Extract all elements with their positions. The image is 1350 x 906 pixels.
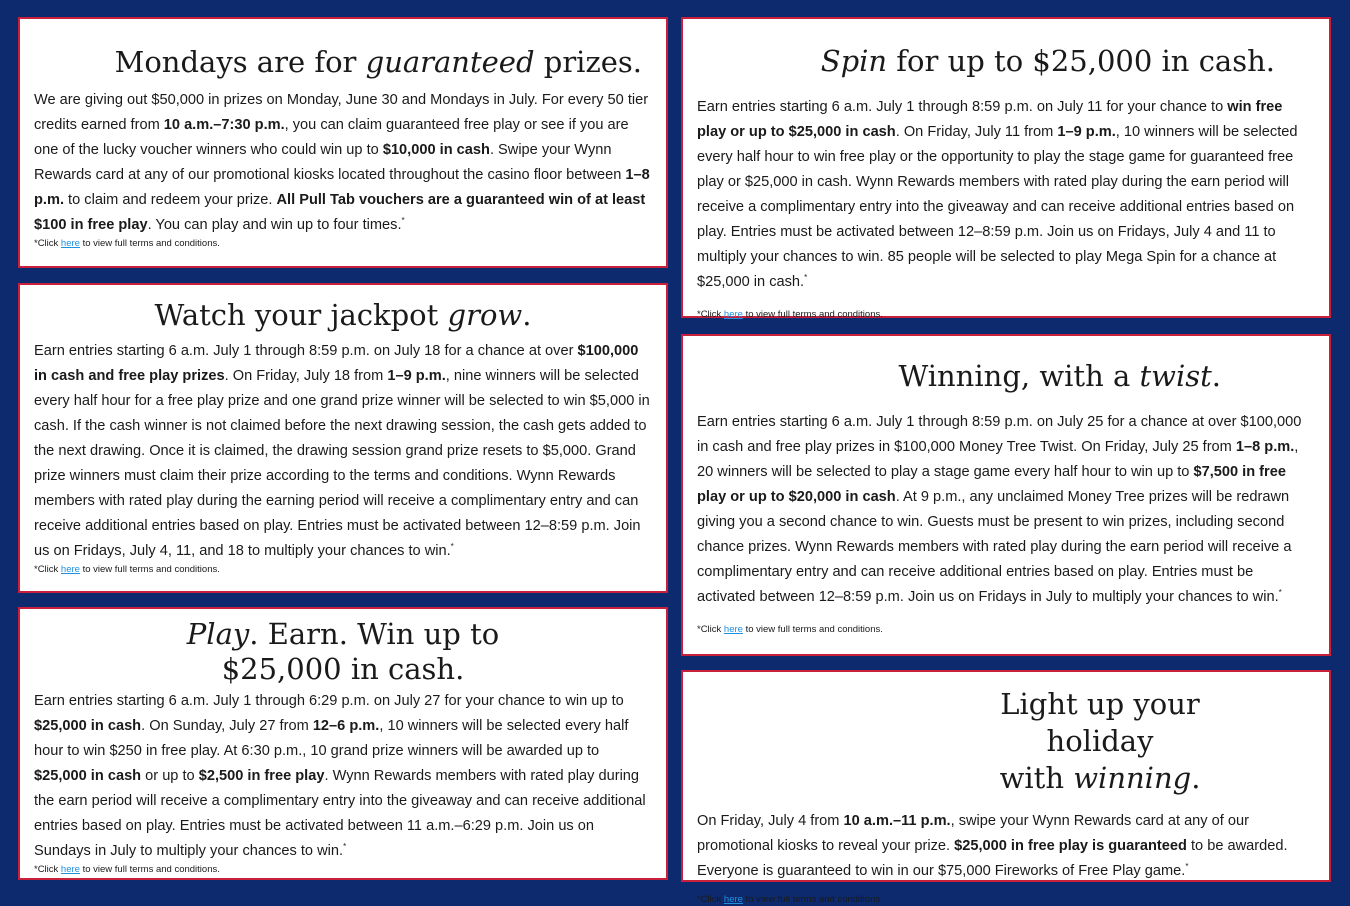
terms-link[interactable]: here [60, 564, 80, 575]
terms-link[interactable]: here [723, 309, 743, 320]
card-title: Watch your jackpot grow. [154, 298, 532, 332]
card-title: Light up your holiday with winning. [999, 687, 1201, 795]
terms-note: *Click here to view full terms and conditions. [34, 864, 220, 875]
terms-link[interactable]: here [60, 238, 80, 249]
terms-note: *Click here to view full terms and conditions. [697, 309, 883, 320]
card-body: Earn entries starting 6 a.m. July 1 through 8:59 p.m. on July 25 for a chance at over $100,000 in cash and free play prizes in $100,000 Money Tree Twist. On Friday, July 25 from 1–8 p.m., 20 winners will be selected to play a stage game every half hour to win up to $7,500 in free play or up to $20,000 in cash. At 9 p.m., any unclaimed Money Tree prizes will be redrawn giving you a second chance to win. Guests must be present to win prizes, including second chance prizes. Wynn Rewards members with rated play during the earn period will receive a complimentary entry and can receive additional entries based on play. Entries must be activated between 12–8:59 p.m. Join us on Fridays in July to multiply your chances to win.* [697, 414, 1302, 605]
card-play [18, 607, 668, 880]
terms-note: *Click here to view full terms and conditions. [697, 894, 883, 905]
card-title: Spin for up to $25,000 in cash. [820, 44, 1275, 78]
terms-link[interactable]: here [723, 624, 743, 635]
terms-note: *Click here to view full terms and conditions. [34, 238, 220, 249]
card-title: Mondays are for guaranteed prizes. [114, 45, 642, 79]
card-body: We are giving out $50,000 in prizes on Monday, June 30 and Mondays in July. For every 50 tier credits earned from 10 a.m.–7:30 p.m., you can claim guaranteed free play or see if you are one of the lucky voucher winners who could win up to $10,000 in cash. Swipe your Wynn Rewards card at any of our promotional kiosks located throughout the casino floor between 1–8 p.m. to claim and redeem your prize. All Pull Tab vouchers are a guaranteed win of at least $100 in free play. You can play and win up to four times.* [34, 92, 650, 233]
card-mondays [18, 17, 668, 268]
card-body: Earn entries starting 6 a.m. July 1 through 6:29 p.m. on July 27 for your chance to win up to $25,000 in cash. On Sunday, July 27 from 12–6 p.m., 10 winners will be selected every half hour to win $250 in free play. At 6:30 p.m., 10 grand prize winners will be awarded up to $25,000 in cash or up to $2,500 in free play. Wynn Rewards members with rated play during the earn period will receive a complimentary entry into the giveaway and can receive additional entries based on play. Entries must be activated between 11 a.m.–6:29 p.m. Join us on Sundays in July to multiply your chances to win.* [34, 693, 646, 859]
card-title: Play. Earn. Win up to $25,000 in cash. [186, 617, 500, 686]
card-spin [681, 17, 1331, 318]
card-jackpot [18, 283, 668, 593]
card-body: Earn entries starting 6 a.m. July 1 through 8:59 p.m. on July 11 for your chance to win free play or up to $25,000 in cash. On Friday, July 11 from 1–9 p.m., 10 winners will be selected every half hour to win free play or the opportunity to play the stage game for guaranteed free play or $25,000 in cash. Wynn Rewards members with rated play during the earn period will receive a complimentary entry into the giveaway and can receive additional entries based on play. Entries must be activated between 12–8:59 p.m. Join us on Fridays, July 4 and 11 to multiply your chances to win. 85 people will be selected to play Mega Spin for a chance at $25,000 in cash.* [697, 99, 1298, 290]
card-body: Earn entries starting 6 a.m. July 1 through 8:59 p.m. on July 18 for a chance at over $100,000 in cash and free play prizes. On Friday, July 18 from 1–9 p.m., nine winners will be selected every half hour for a free play prize and one grand prize winner will be selected to win $5,000 in cash. If the cash winner is not claimed before the next drawing session, the cash gets added to the next drawing. Once it is claimed, the drawing session grand prize resets to $5,000. Grand prize winners must claim their prize according to the terms and conditions. Wynn Rewards members with rated play during the earning period will receive a complimentary entry and can receive additional entries based on play. Entries must be activated between 12–8:59 p.m. Join us on Fridays, July 4, 11, and 18 to multiply your chances to win.* [34, 343, 650, 559]
terms-link[interactable]: here [60, 864, 80, 875]
card-twist [681, 334, 1331, 656]
terms-note: *Click here to view full terms and conditions. [697, 624, 883, 635]
card-body: On Friday, July 4 from 10 a.m.–11 p.m., swipe your Wynn Rewards card at any of our promotional kiosks to reveal your prize. $25,000 in free play is guaranteed to be awarded. Everyone is guaranteed to win in our $75,000 Fireworks of Free Play game.* [697, 813, 1288, 879]
terms-note: *Click here to view full terms and conditions. [34, 564, 220, 575]
terms-link[interactable]: here [723, 894, 743, 905]
card-title: Winning, with a twist. [898, 359, 1221, 393]
card-holiday [681, 670, 1331, 905]
